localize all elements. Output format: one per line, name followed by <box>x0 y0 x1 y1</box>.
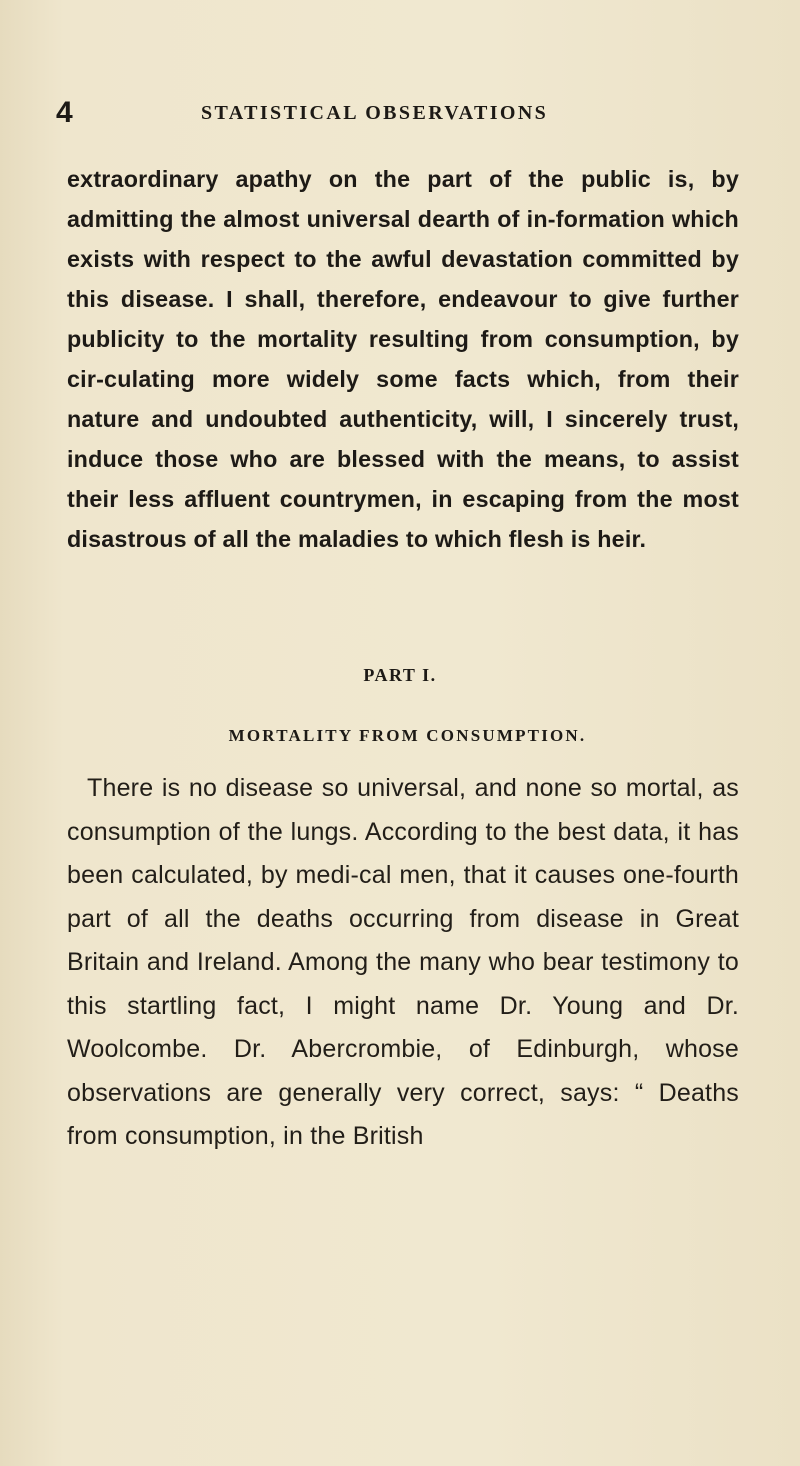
section-paragraph-text: There is no disease so universal, and none so mortal, as consumption of the lungs. According to the best data, it has been calculated, by medi-cal men, that it causes one-fourth part of all the deaths occurring from disease in Great Britain and Ireland. Among the many who bear testimony to this startling fact, I might name Dr. Young and Dr. Woolcombe. Dr. Abercrombie, of Edinburgh, whose observations are generally very correct, says: “ Deaths from consumption, in the British <box>67 774 739 1150</box>
running-title: STATISTICAL OBSERVATIONS <box>201 102 549 124</box>
section-paragraph <box>67 767 739 1159</box>
page-number: 4 <box>56 96 73 129</box>
part-heading: PART I. <box>363 665 437 685</box>
body-paragraph: extraordinary apathy on the part of the public is, by admitting the almost universal dearth of in-formation which exists with respect to the awful devastation committed by this disease. I shall, therefore, endeavour to give further publicity to the mortality resulting from consumption, by cir-culating more widely some facts which, from their nature and undoubted authenticity, will, I sincerely trust, induce those who are blessed with the means, to assist their less affluent countrymen, in escaping from the most disastrous of all the maladies to which flesh is heir. <box>67 166 739 552</box>
section-heading: MORTALITY FROM CONSUMPTION. <box>228 726 587 745</box>
running-head <box>56 96 746 132</box>
